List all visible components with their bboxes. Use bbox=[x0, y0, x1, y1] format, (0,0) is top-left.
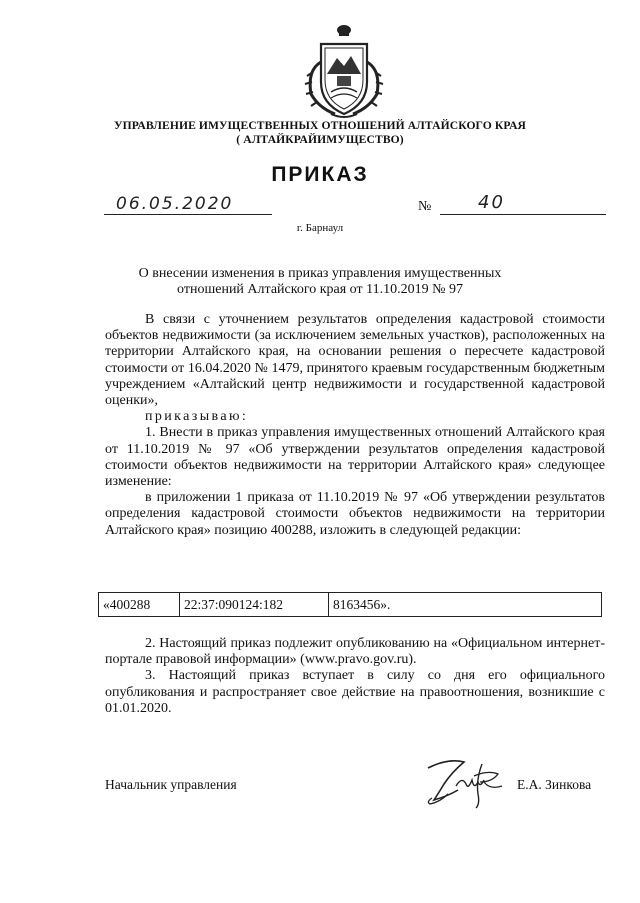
organization-name bbox=[0, 119, 640, 147]
item-1-sub-paragraph: в приложении 1 приказа от 11.10.2019 № 97 «Об утверждении результатов определения кадастровой стоимости объектов недвижимости на территории Алтайского края» позицию 400288, изложить в следующей редакции: bbox=[105, 490, 605, 538]
item-1-paragraph: 1. Внести в приказ управления имущественных отношений Алтайского края от 11.10.2019 № 97 «Об утверждении результатов определения кадастровой стоимости объектов недвижимости на территории Алтайского края» следующее изменение: bbox=[105, 425, 605, 490]
table-cell-cadastral-number: 22:37:090124:182 bbox=[180, 593, 329, 617]
table-cell-cadastral-value: 8163456». bbox=[329, 593, 602, 617]
organization-line-1: УПРАВЛЕНИЕ ИМУЩЕСТВЕННЫХ ОТНОШЕНИЙ АЛТАЙСКОГО КРАЯ bbox=[113, 119, 527, 132]
item-2-paragraph: 2. Настоящий приказ подлежит опубликованию на «Официальном интернет-портале правовой информации» (www.pravo.gov.ru). bbox=[105, 636, 605, 668]
coat-of-arms-icon bbox=[301, 22, 387, 120]
date-underline bbox=[104, 214, 272, 215]
document-body-continued bbox=[105, 636, 605, 717]
number-underline bbox=[440, 214, 606, 215]
handwritten-signature bbox=[418, 750, 506, 810]
preamble-paragraph: В связи с уточнением результатов определения кадастровой стоимости объектов недвижимости (за исключением земельных участков), расположенных на территории Алтайского края, на основании решения о пересчете кадастровой стоимости от 16.04.2020 № 1479, принятого краевым государственным бюджетным учреждением «Алтайский центр недвижимости и государственной кадастровой оценки», bbox=[105, 312, 605, 409]
city: г. Барнаул bbox=[296, 222, 344, 234]
order-date: 06.05.2020 bbox=[116, 194, 234, 214]
subject-line-2: отношений Алтайского края от 11.10.2019 № 97 bbox=[177, 282, 463, 297]
subject-line-1: О внесении изменения в приказ управления имущественных bbox=[138, 266, 502, 281]
document-body bbox=[105, 312, 605, 539]
signatory-position: Начальник управления bbox=[105, 777, 237, 792]
order-word: приказываю: bbox=[145, 409, 249, 425]
item-3-paragraph: 3. Настоящий приказ вступает в силу со дня его официального опубликования и распространяет свое действие на правоотношения, возникшие с 01.01.2020. bbox=[105, 668, 605, 716]
signatory-name: Е.А. Зинкова bbox=[517, 777, 592, 792]
document-subject bbox=[0, 266, 640, 298]
organization-line-2: ( АЛТАЙКРАЙИМУЩЕСТВО) bbox=[236, 133, 404, 146]
order-number: 40 bbox=[478, 192, 505, 213]
cadastral-table bbox=[98, 592, 602, 617]
document-title: ПРИКАЗ bbox=[271, 163, 369, 186]
table-cell-position: «400288 bbox=[99, 593, 180, 617]
number-sign: № bbox=[418, 199, 432, 214]
table-row bbox=[99, 593, 602, 617]
